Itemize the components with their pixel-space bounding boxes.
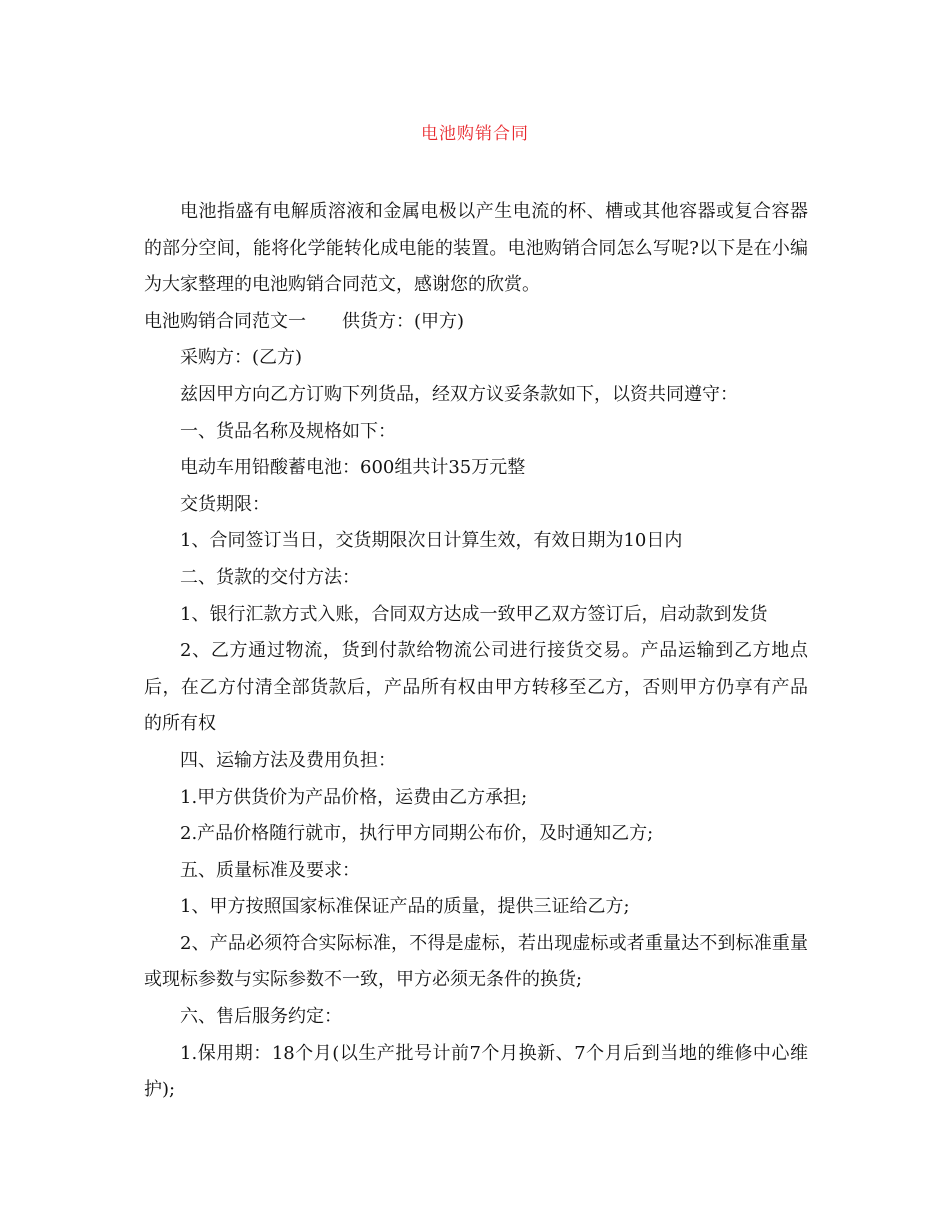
delivery-item-1: 1、合同签订当日，交货期限次日计算生效，有效日期为10日内 xyxy=(180,530,683,552)
section5-heading: 五、质量标准及要求： xyxy=(180,859,360,881)
document-body xyxy=(144,194,808,1109)
section2-item-2: 2、乙方通过物流，货到付款给物流公司进行接货交易。产品运输到乙方地点后，在乙方付清全部货款后，产品所有权由甲方转移至乙方，否则甲方仍享有产品的所有权 xyxy=(144,640,808,735)
document-title: 电池购销合同 xyxy=(421,124,529,144)
preamble-paragraph: 兹因甲方向乙方订购下列货品，经双方议妥条款如下，以资共同遵守： xyxy=(180,383,738,405)
section6-item-1: 1.保用期：18个月(以生产批号计前7个月换新、7个月后到当地的维修中心维护); xyxy=(144,1042,808,1101)
section1-heading: 一、货品名称及规格如下： xyxy=(180,420,396,442)
section1-item: 电动车用铅酸蓄电池：600组共计35万元整 xyxy=(180,457,526,479)
section5-item-2: 2、产品必须符合实际标准，不得是虚标，若出现虚标或者重量达不到标准重量或现标参数与实际参数不一致，甲方必须无条件的换货; xyxy=(144,932,808,991)
delivery-heading: 交货期限： xyxy=(180,493,270,515)
section4-item-1: 1.甲方供货价为产品价格，运费由乙方承担; xyxy=(180,786,528,808)
section2-item-1: 1、银行汇款方式入账，合同双方达成一致甲乙双方签订后，启动款到发货 xyxy=(180,603,768,625)
sample-heading-line xyxy=(144,304,808,341)
section6-heading: 六、售后服务约定： xyxy=(180,1006,342,1028)
section4-heading: 四、运输方法及费用负担： xyxy=(180,749,396,771)
sample-heading: 电池购销合同范文一 xyxy=(144,310,306,332)
section2-heading: 二、货款的交付方法： xyxy=(180,566,360,588)
intro-paragraph: 电池指盛有电解质溶液和金属电极以产生电流的杯、槽或其他容器或复合容器的部分空间，能将化学能转化成电能的装置。电池购销合同怎么写呢?以下是在小编为大家整理的电池购销合同范文，感谢您的欣赏。 xyxy=(144,201,808,296)
supplier-line: 供货方：(甲方) xyxy=(342,310,465,332)
section5-item-1: 1、甲方按照国家标准保证产品的质量，提供三证给乙方; xyxy=(180,896,630,918)
buyer-line: 采购方：(乙方) xyxy=(180,347,303,369)
section4-item-2: 2.产品价格随行就市，执行甲方同期公布价，及时通知乙方; xyxy=(180,823,654,845)
